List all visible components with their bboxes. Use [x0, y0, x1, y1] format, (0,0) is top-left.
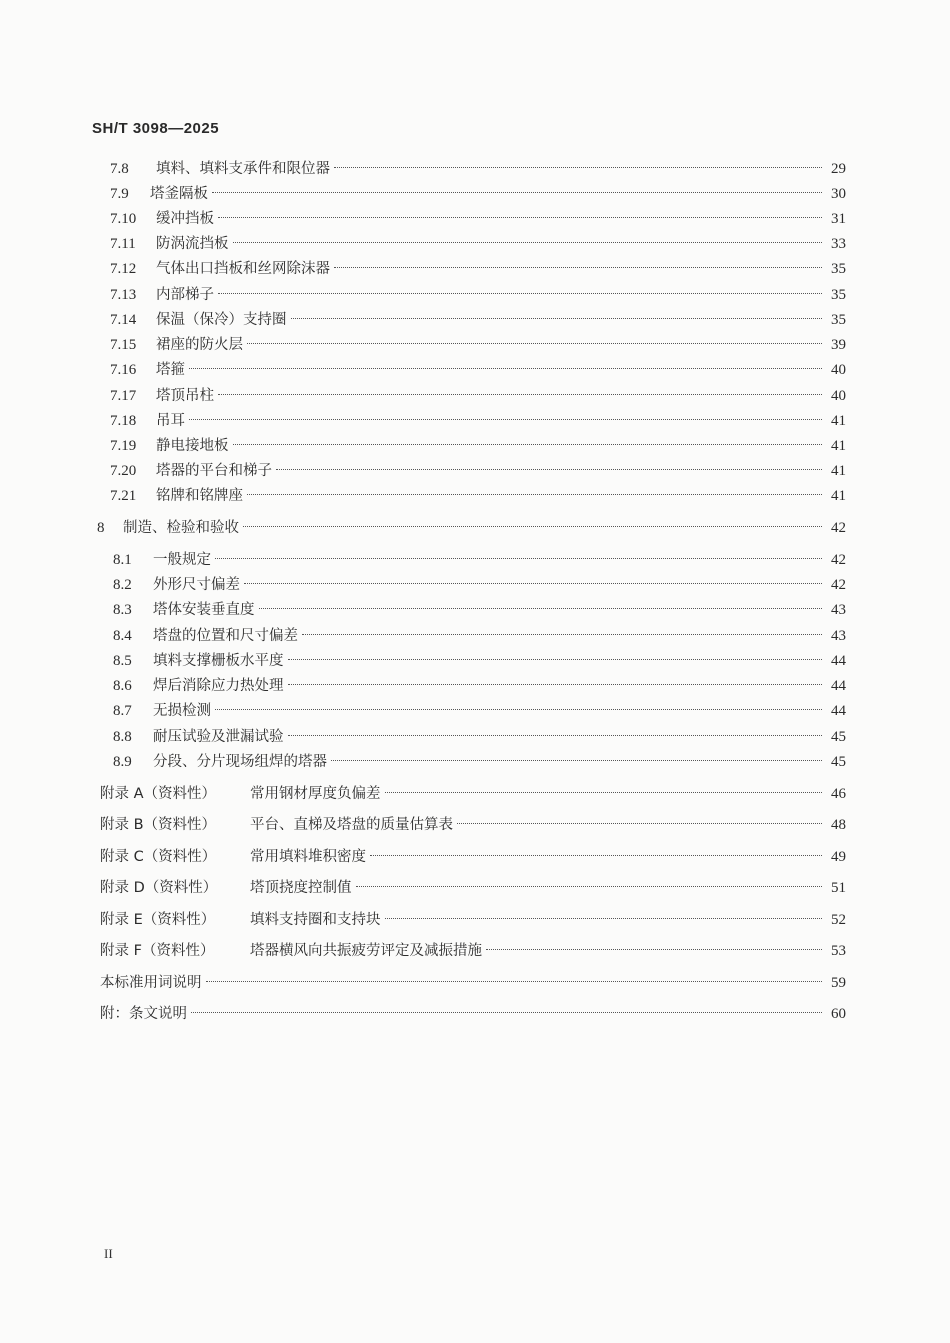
- toc-title: 铭牌和铭牌座: [156, 488, 243, 504]
- dot-leader: [247, 494, 822, 495]
- toc-number: 7.11: [110, 236, 136, 252]
- toc-entry-8-5[interactable]: [113, 650, 846, 672]
- toc-title: 塔顶吊柱: [156, 388, 214, 404]
- standard-code-header: SH/T 3098—2025: [92, 120, 220, 137]
- toc-entry-7-21[interactable]: [110, 485, 846, 507]
- toc-number: 8: [97, 520, 105, 536]
- toc-page-number: 35: [831, 261, 846, 277]
- toc-title: 静电接地板: [156, 438, 229, 454]
- toc-title: 平台、直梯及塔盘的质量估算表: [250, 817, 453, 833]
- toc-title: 气体出口挡板和丝网除沫器: [156, 261, 330, 277]
- toc-entry-7-8[interactable]: [110, 158, 846, 180]
- toc-entry-appendix-f[interactable]: [100, 940, 846, 962]
- toc-title: 缓冲挡板: [156, 211, 214, 227]
- appendix-label: 附录 C（资料性）: [100, 849, 217, 865]
- toc-number: 8.6: [113, 678, 132, 694]
- toc-entry-7-10[interactable]: [110, 208, 846, 230]
- dot-leader: [243, 526, 822, 527]
- appendix-label: 附录 A（资料性）: [100, 786, 217, 802]
- toc-page-number: 35: [831, 287, 846, 303]
- toc-page-number: 42: [831, 552, 846, 568]
- toc-page-number: 40: [831, 362, 846, 378]
- toc-title: 塔箍: [156, 362, 185, 378]
- toc-page-number: 51: [831, 880, 846, 896]
- toc-title: 内部梯子: [156, 287, 214, 303]
- toc-entry-7-19[interactable]: [110, 435, 846, 457]
- dot-leader: [218, 394, 822, 395]
- toc-entry-wording-explanation[interactable]: [100, 972, 846, 994]
- toc-entry-appendix-e[interactable]: [100, 909, 846, 931]
- dot-leader: [356, 886, 823, 887]
- dot-leader: [212, 192, 822, 193]
- toc-page-number: 42: [831, 577, 846, 593]
- toc-entry-7-15[interactable]: [110, 334, 846, 356]
- toc-entry-appendix-b[interactable]: [100, 814, 846, 836]
- toc-title: 塔器横风向共振疲劳评定及减振措施: [250, 943, 482, 959]
- dot-leader: [206, 981, 823, 982]
- toc-entry-7-16[interactable]: [110, 359, 846, 381]
- toc-title: 塔盘的位置和尺寸偏差: [153, 628, 298, 644]
- toc-number: 7.18: [110, 413, 137, 429]
- dot-leader: [288, 735, 823, 736]
- toc-number: 7.20: [110, 463, 137, 479]
- dot-leader: [191, 1012, 822, 1013]
- toc-title: 填料支撑栅板水平度: [153, 653, 284, 669]
- toc-page-number: 39: [831, 337, 846, 353]
- toc-entry-8-3[interactable]: [113, 599, 846, 621]
- toc-entry-7-14[interactable]: [110, 309, 846, 331]
- toc-number: 7.13: [110, 287, 137, 303]
- toc-page-number: 59: [831, 975, 846, 991]
- toc-title: 附：条文说明: [100, 1006, 187, 1022]
- appendix-label: 附录 D（资料性）: [100, 880, 218, 896]
- toc-number: 8.9: [113, 754, 132, 770]
- toc-page-number: 41: [831, 413, 846, 429]
- dot-leader: [302, 634, 822, 635]
- dot-leader: [288, 684, 823, 685]
- toc-page-number: 45: [831, 729, 846, 745]
- toc-page-number: 44: [831, 653, 846, 669]
- toc-entry-7-18[interactable]: [110, 410, 846, 432]
- toc-entry-appendix-d[interactable]: [100, 877, 846, 899]
- toc-entry-8-2[interactable]: [113, 574, 846, 596]
- toc-page-number: 43: [831, 602, 846, 618]
- dot-leader: [215, 558, 822, 559]
- toc-number: 7.9: [110, 186, 129, 202]
- toc-title: 填料、填料支承件和限位器: [156, 161, 330, 177]
- toc-entry-7-20[interactable]: [110, 460, 846, 482]
- toc-page-number: 48: [831, 817, 846, 833]
- dot-leader: [457, 823, 822, 824]
- toc-title: 裙座的防火层: [156, 337, 243, 353]
- toc-page-number: 31: [831, 211, 846, 227]
- toc-page-number: 35: [831, 312, 846, 328]
- toc-title: 制造、检验和验收: [123, 520, 239, 536]
- dot-leader: [334, 167, 822, 168]
- toc-entry-7-12[interactable]: [110, 258, 846, 280]
- toc-number: 7.15: [110, 337, 137, 353]
- toc-entry-chapter-8[interactable]: [97, 517, 846, 539]
- toc-entry-8-1[interactable]: [113, 549, 846, 571]
- toc-page-number: 60: [831, 1006, 846, 1022]
- toc-title: 外形尺寸偏差: [153, 577, 240, 593]
- toc-page-number: 42: [831, 520, 846, 536]
- dot-leader: [291, 318, 823, 319]
- appendix-label: 附录 F（资料性）: [100, 943, 215, 959]
- toc-entry-7-9[interactable]: [110, 183, 846, 205]
- toc-number: 8.3: [113, 602, 132, 618]
- dot-leader: [218, 293, 822, 294]
- dot-leader: [259, 608, 823, 609]
- toc-title: 塔釜隔板: [150, 186, 208, 202]
- toc-entry-clause-explanation[interactable]: [100, 1003, 846, 1025]
- dot-leader: [189, 368, 822, 369]
- toc-number: 7.10: [110, 211, 137, 227]
- toc-number: 7.8: [110, 161, 129, 177]
- toc-title: 塔体安装垂直度: [153, 602, 255, 618]
- dot-leader: [215, 709, 822, 710]
- dot-leader: [385, 792, 823, 793]
- dot-leader: [189, 419, 822, 420]
- toc-number: 8.5: [113, 653, 132, 669]
- dot-leader: [288, 659, 823, 660]
- toc-entry-7-11[interactable]: [110, 233, 846, 255]
- toc-number: 8.8: [113, 729, 132, 745]
- appendix-label: 附录 E（资料性）: [100, 912, 216, 928]
- toc-number: 8.7: [113, 703, 132, 719]
- dot-leader: [233, 242, 823, 243]
- toc-title: 耐压试验及泄漏试验: [153, 729, 284, 745]
- toc-title: 防涡流挡板: [156, 236, 229, 252]
- toc-number: 8.4: [113, 628, 132, 644]
- dot-leader: [247, 343, 822, 344]
- toc-page-number: 49: [831, 849, 846, 865]
- toc-title: 无损检测: [153, 703, 211, 719]
- toc-number: 7.17: [110, 388, 137, 404]
- toc-title: 焊后消除应力热处理: [153, 678, 284, 694]
- appendix-label: 附录 B（资料性）: [100, 817, 217, 833]
- toc-page-number: 40: [831, 388, 846, 404]
- toc-page-number: 41: [831, 463, 846, 479]
- dot-leader: [276, 469, 822, 470]
- toc-entry-8-9[interactable]: [113, 751, 846, 773]
- toc-page-number: 30: [831, 186, 846, 202]
- toc-number: 7.21: [110, 488, 137, 504]
- toc-entry-8-8[interactable]: [113, 726, 846, 748]
- toc-title: 塔顶挠度控制值: [250, 880, 352, 896]
- page-number-footer: II: [104, 1246, 113, 1261]
- dot-leader: [331, 760, 822, 761]
- toc-title: 保温（保冷）支持圈: [156, 312, 287, 328]
- dot-leader: [385, 918, 823, 919]
- toc-number: 7.12: [110, 261, 137, 277]
- toc-page-number: 44: [831, 703, 846, 719]
- toc-title: 吊耳: [156, 413, 185, 429]
- dot-leader: [486, 949, 822, 950]
- dot-leader: [370, 855, 822, 856]
- toc-number: 8.1: [113, 552, 132, 568]
- toc-number: 7.16: [110, 362, 137, 378]
- toc-number: 8.2: [113, 577, 132, 593]
- toc-entry-8-7[interactable]: [113, 700, 846, 722]
- toc-page-number: 29: [831, 161, 846, 177]
- toc-title: 塔器的平台和梯子: [156, 463, 272, 479]
- toc-page-number: 53: [831, 943, 846, 959]
- toc-title: 常用填料堆积密度: [250, 849, 366, 865]
- toc-entry-appendix-a[interactable]: [100, 783, 846, 805]
- toc-page-number: 41: [831, 488, 846, 504]
- toc-page-number: 44: [831, 678, 846, 694]
- toc-title: 一般规定: [153, 552, 211, 568]
- toc-page-number: 46: [831, 786, 846, 802]
- toc-page-number: 41: [831, 438, 846, 454]
- toc-entry-7-17[interactable]: [110, 385, 846, 407]
- toc-page-number: 33: [831, 236, 846, 252]
- toc-page-number: 45: [831, 754, 846, 770]
- toc-page-number: 43: [831, 628, 846, 644]
- toc-entry-8-6[interactable]: [113, 675, 846, 697]
- dot-leader: [233, 444, 823, 445]
- toc-number: 7.19: [110, 438, 137, 454]
- dot-leader: [218, 217, 822, 218]
- dot-leader: [334, 267, 822, 268]
- toc-title: 常用钢材厚度负偏差: [250, 786, 381, 802]
- dot-leader: [244, 583, 822, 584]
- toc-number: 7.14: [110, 312, 137, 328]
- toc-title: 本标准用词说明: [100, 975, 202, 991]
- toc-title: 分段、分片现场组焊的塔器: [153, 754, 327, 770]
- toc-entry-appendix-c[interactable]: [100, 846, 846, 868]
- toc-page-number: 52: [831, 912, 846, 928]
- toc-entry-7-13[interactable]: [110, 284, 846, 306]
- toc-entry-8-4[interactable]: [113, 625, 846, 647]
- toc-title: 填料支持圈和支持块: [250, 912, 381, 928]
